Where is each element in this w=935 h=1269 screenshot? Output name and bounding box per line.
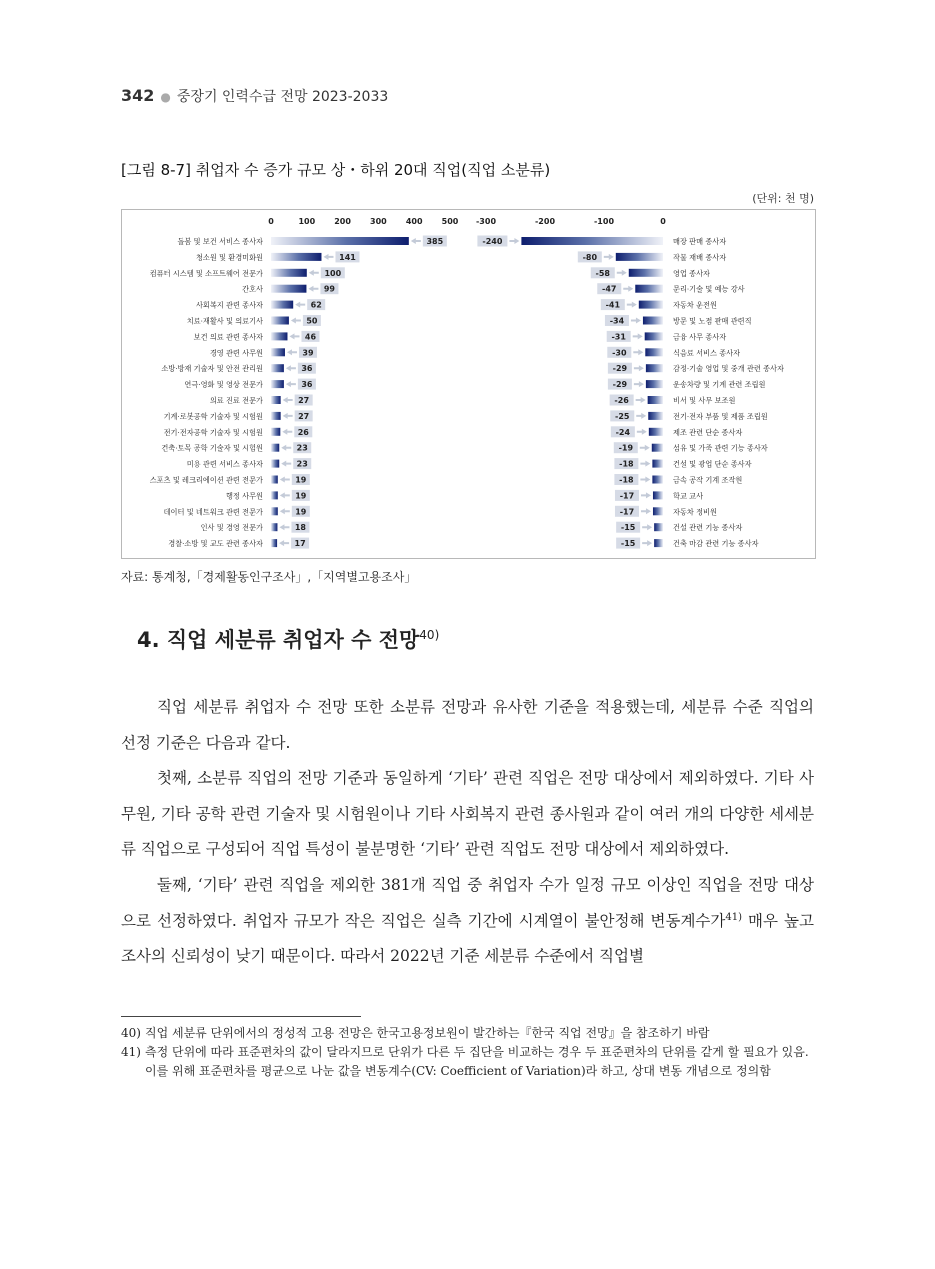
right-bar [646,380,663,388]
right-value-label: -47 [602,284,617,294]
page-header [121,86,388,106]
left-bar [271,237,409,245]
left-value-label: 46 [304,332,317,342]
left-bar [271,539,277,547]
right-category-label: 문리·기술 및 예능 강사 [673,284,745,294]
left-bar [271,476,278,484]
right-category-label: 운송차량 및 기계 관련 조립원 [673,380,766,390]
right-category-label: 섬유 및 가죽 관련 기능 종사자 [673,443,768,453]
left-bar [271,269,307,277]
left-category-label: 기계·로봇공학 기술자 및 시험원 [163,411,263,421]
left-category-label: 스포츠 및 레크리에이션 관련 전문가 [149,475,263,485]
right-bar [629,269,663,277]
left-bar [271,253,321,261]
left-category-label: 청소원 및 환경미화원 [195,252,263,262]
left-value-label: 39 [302,348,314,358]
left-bar [271,412,281,420]
right-category-label: 건설 및 광업 단순 종사자 [673,459,752,469]
right-arrow-icon [627,302,637,308]
right-bar [654,539,663,547]
left-value-label: 26 [297,427,309,437]
left-value-label: 19 [295,507,307,517]
left-value-label: 17 [294,539,306,549]
right-arrow-icon [640,477,650,483]
right-arrow-icon [640,461,650,467]
right-arrow-icon [633,349,643,355]
left-value-label: 36 [301,380,313,390]
left-arrow-icon [309,270,319,276]
right-arrow-icon [634,381,644,387]
left-arrow-icon [411,238,421,244]
left-bar [271,444,279,452]
right-category-label: 건설 관련 기능 종사자 [673,523,743,533]
right-value-label: -26 [614,396,629,405]
footnote-ref-40: 40) [419,628,440,642]
left-arrow-icon [295,302,305,308]
left-arrow-icon [308,286,318,292]
left-value-label: 385 [426,237,444,246]
paragraph-3 [121,868,814,975]
right-bar [645,348,663,356]
right-value-label: -24 [615,427,631,437]
footnote-divider [121,1016,361,1017]
left-arrow-icon [280,508,290,514]
right-bar [521,237,663,245]
left-x-tick-label: 300 [370,217,387,226]
left-category-label: 사회복지 관련 종사자 [195,300,263,310]
left-category-label: 의료 진료 전문가 [209,396,263,405]
paragraph-3-part-b: 매우 높고 조사의 신뢰성이 낮기 때문이다. 따라서 2022년 기준 세분류 수준에서 직업별 [121,911,814,966]
right-category-label: 제조 관련 단순 종사자 [673,427,743,437]
right-arrow-icon [636,413,646,419]
right-bar [648,396,663,404]
right-value-label: -18 [619,459,634,469]
chart-canvas [122,210,815,558]
right-category-label: 매장 판매 종사자 [673,237,727,246]
left-arrow-icon [279,540,289,546]
right-x-tick-label: -300 [475,217,497,226]
left-x-tick-label: 500 [441,217,459,226]
left-bar [271,285,306,293]
left-x-tick-label: 400 [405,217,423,226]
right-arrow-icon [636,397,646,403]
body-text [121,690,814,975]
right-arrow-icon [641,508,651,514]
paragraph-3-part-a: 둘째, ‘기타’ 관련 직업을 제외한 381개 직업 중 취업자 수가 일정 규모 이상인 직업을 전망 대상으로 선정하였다. 취업자 규모가 작은 직업은 실측 기간에 시계열이 불안정해 변동계수가 [121,875,814,930]
right-bar [652,460,663,468]
footnote-text: 직업 세분류 단위에서의 정성적 고용 전망은 한국고용정보원이 발간하는『한국 직업 전망』을 참조하기 바람 [145,1026,710,1040]
left-arrow-icon [281,445,291,451]
left-arrow-icon [286,381,296,387]
right-bar [653,491,663,499]
left-bar [271,396,281,404]
right-x-tick-label: 0 [660,217,666,226]
right-value-label: -15 [620,539,636,549]
right-value-label: -18 [619,475,634,485]
left-arrow-icon [283,413,293,419]
left-value-label: 19 [295,475,307,485]
right-value-label: -25 [615,411,630,421]
right-value-label: -80 [582,252,598,262]
right-bar [646,364,663,372]
right-bar [639,301,663,309]
right-value-label: -15 [620,523,636,533]
left-value-label: 23 [296,443,308,453]
right-value-label: -31 [611,332,626,342]
right-value-label: -17 [619,491,635,501]
left-category-label: 건축·토목 공학 기술자 및 시험원 [161,443,263,453]
left-arrow-icon [286,365,296,371]
left-value-label: 36 [301,364,313,374]
footnote-40 [121,1024,814,1043]
left-x-tick-label: 100 [298,217,316,226]
left-arrow-icon [281,461,291,467]
right-bar [653,507,663,515]
left-bar [271,332,287,340]
right-category-label: 비서 및 사무 보조원 [673,396,736,405]
left-category-label: 경영 관련 사무원 [209,348,263,358]
footnote-41 [121,1043,814,1081]
left-value-label: 141 [339,252,356,262]
left-bar [271,428,280,436]
right-arrow-icon [623,286,633,292]
footnote-ref-41: 41) [725,911,743,923]
right-value-label: -58 [595,268,611,278]
right-arrow-icon [633,333,643,339]
left-value-label: 62 [310,300,322,310]
footnotes [121,1024,814,1081]
left-value-label: 23 [296,459,308,469]
left-category-label: 보건 의료 관련 종사자 [193,332,263,342]
right-bar [648,412,663,420]
right-value-label: -19 [618,443,634,453]
left-x-tick-label: 0 [268,217,274,226]
right-category-label: 건축 마감 관련 기능 종사자 [673,539,759,549]
left-category-label: 행정 사무원 [225,491,263,501]
right-value-label: -17 [619,507,635,517]
right-bar [652,444,663,452]
left-value-label: 99 [323,284,336,294]
left-arrow-icon [283,397,293,403]
right-bar [649,428,663,436]
right-category-label: 전기·전자 부품 및 제품 조립원 [673,411,768,421]
right-bar [645,332,663,340]
right-arrow-icon [604,254,614,260]
footnote-text: 측정 단위에 따라 표준편차의 값이 달라지므로 단위가 다른 두 집단을 비교하는 경우 두 표준편차의 단위를 같게 할 필요가 있음. 이를 위해 표준편차를 평균으로 나눈 값을 변동계수(CV: Coefficient of Variation)라 하고, 상대 변동 개념으로 정의함 [145,1045,809,1078]
right-category-label: 영업 종사자 [673,268,711,278]
right-bar [643,317,663,325]
left-category-label: 간호사 [242,284,263,294]
right-bar [616,253,663,261]
left-arrow-icon [291,318,301,324]
right-value-label: -41 [605,300,621,310]
left-bar [271,348,285,356]
right-value-label: -30 [612,348,627,358]
left-value-label: 18 [294,523,307,533]
left-value-label: 19 [295,491,307,501]
right-x-tick-label: -100 [593,217,615,226]
left-bar [271,317,289,325]
right-arrow-icon [617,270,627,276]
left-category-label: 미용 관련 서비스 종사자 [186,459,263,469]
separator-dot-icon: ● [160,90,171,104]
left-arrow-icon [279,524,289,530]
right-category-label: 식음료 서비스 종사자 [673,348,741,358]
right-x-tick-label: -200 [534,217,556,226]
section-heading [137,624,439,654]
left-arrow-icon [280,477,290,483]
right-arrow-icon [642,524,652,530]
paragraph-1: 직업 세분류 취업자 수 전망 또한 소분류 전망과 유사한 기준을 적용했는데, 세분류 수준 직업의 선정 기준은 다음과 같다. [121,698,814,752]
left-x-tick-label: 200 [334,217,351,226]
right-category-label: 금속 공작 기계 조작원 [673,475,743,485]
left-bar [271,364,284,372]
left-arrow-icon [282,429,292,435]
right-arrow-icon [634,365,644,371]
right-category-label: 학교 교사 [673,491,704,501]
left-category-label: 데이터 및 네트워크 관련 전문가 [163,507,263,517]
right-bar [652,476,663,484]
left-bar [271,523,277,531]
figure-unit: (단위: 천 명) [752,192,814,205]
right-category-label: 작물 재배 종사자 [673,252,727,262]
right-category-label: 금융 사무 종사자 [673,332,727,342]
right-bar [654,523,663,531]
right-value-label: -29 [612,364,628,374]
figure-chart [121,209,816,559]
left-category-label: 경찰·소방 및 교도 관련 종사자 [168,539,263,549]
left-arrow-icon [287,349,297,355]
figure-caption: [그림 8-7] 취업자 수 증가 규모 상・하위 20대 직업(직업 소분류) [121,161,551,179]
book-title: 중장기 인력수급 전망 2023-2033 [176,89,389,105]
right-value-label: -29 [612,380,628,390]
left-arrow-icon [289,333,299,339]
right-category-label: 자동차 운전원 [673,300,717,310]
footnote-number: 40) [121,1026,141,1040]
left-arrow-icon [280,492,290,498]
right-arrow-icon [642,540,652,546]
left-bar [271,301,293,309]
right-arrow-icon [509,238,519,244]
left-bar [271,460,279,468]
left-value-label: 27 [298,411,310,421]
left-bar [271,491,278,499]
left-arrow-icon [323,254,333,260]
left-value-label: 50 [306,316,318,326]
left-category-label: 소방·방재 기술자 및 안전 관리원 [161,364,263,374]
figure-source: 자료: 통계청,「경제활동인구조사」,「지역별고용조사」 [121,570,417,584]
right-value-label: -240 [482,237,503,246]
right-bar [635,285,663,293]
left-bar [271,380,284,388]
page-number: 342 [121,86,155,105]
right-arrow-icon [631,318,641,324]
right-arrow-icon [640,445,650,451]
left-category-label: 전기·전자공학 기술자 및 시험원 [163,427,263,437]
paragraph-2: 첫째, 소분류 직업의 전망 기준과 동일하게 ‘기타’ 관련 직업은 전망 대상에서 제외하였다. 기타 사무원, 기타 공학 관련 기술자 및 시험원이나 기타 사회복지 관련 종사원과 같이 여러 개의 다양한 세세분류 직업으로 구성되어 직업 특성이 불분명한 ‘기타’ 관련 직업도 전망 대상에서 제외하였다. [121,769,814,859]
left-value-label: 27 [298,396,310,405]
left-value-label: 100 [324,268,342,278]
right-arrow-icon [637,429,647,435]
left-category-label: 컴퓨터 시스템 및 소프트웨어 전문가 [149,268,263,278]
right-arrow-icon [641,492,651,498]
right-value-label: -34 [609,316,625,326]
left-category-label: 치료·재활사 및 의료기사 [186,316,263,326]
section-title: 4. 직업 세분류 취업자 수 전망 [137,628,420,652]
footnote-number: 41) [121,1045,141,1059]
left-category-label: 인사 및 경영 전문가 [200,523,263,533]
right-category-label: 자동차 정비원 [673,507,717,517]
left-category-label: 연극·영화 및 영상 전문가 [184,380,263,390]
left-bar [271,507,278,515]
left-category-label: 돌봄 및 보건 서비스 종사자 [177,237,263,246]
right-category-label: 방문 및 노점 판매 관련직 [673,316,752,326]
right-category-label: 감정·기술 영업 및 중개 관련 종사자 [673,364,784,374]
